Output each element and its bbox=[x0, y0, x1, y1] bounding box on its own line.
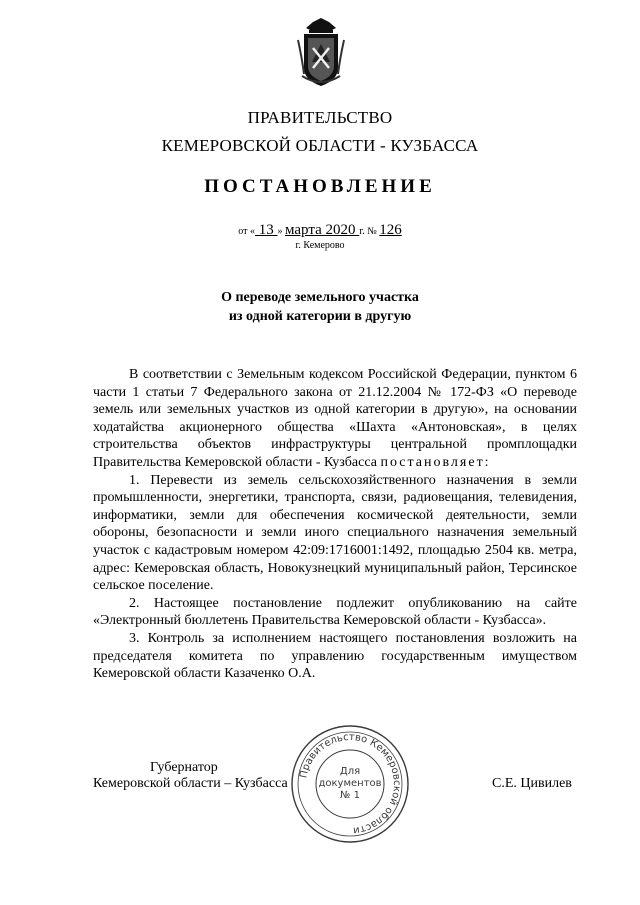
date-number-line bbox=[0, 222, 640, 239]
signer-position-line1: Губернатор bbox=[150, 760, 218, 775]
date-close-quote: » bbox=[277, 226, 285, 237]
year-abbrev: г. bbox=[359, 226, 368, 237]
signer-position-line2: Кемеровской области – Кузбасса bbox=[93, 776, 288, 791]
stamp-center-line2: документов bbox=[318, 778, 382, 789]
title-line1: О переводе земельного участка bbox=[221, 290, 419, 305]
clause-3: 3. Контроль за исполнением настоящего постановления возложить на председателя комитета по управлению государственным имуществом Кемеровской области Казаченко О.А. bbox=[93, 630, 577, 682]
title-line2: из одной категории в другую bbox=[228, 309, 412, 324]
document-number: 126 bbox=[379, 222, 402, 238]
government-name-line2: КЕМЕРОВСКОЙ ОБЛАСТИ - КУЗБАССА bbox=[161, 136, 479, 155]
government-name-line1: ПРАВИТЕЛЬСТВО bbox=[247, 108, 393, 127]
date-prefix: от « bbox=[238, 226, 255, 237]
stamp-center-line3: № 1 bbox=[340, 790, 360, 801]
document-title bbox=[0, 288, 640, 326]
signer-name: С.Е. Цивилев bbox=[492, 776, 572, 791]
clause-1: 1. Перевести из земель сельскохозяйственного назначения в земли промышленности, энергетики, транспорта, связи, радиовещания, телевидения, информатики, земли для обеспечения космической деятельности, земли обороны, безопасности и земли иного специального назначения земельный участок с кадастровым номером 42:09:1716001:1492, площадью 2504 кв. метра, адрес: Кемеровская область, Новокузнецкий муниципальный район, Терсинское сельское поселение. bbox=[93, 472, 577, 594]
number-sign: № bbox=[367, 226, 380, 237]
date-day: 13 bbox=[254, 222, 278, 238]
preamble-paragraph bbox=[93, 366, 577, 472]
date-month-year: марта 2020 bbox=[284, 222, 360, 238]
decree-word: постановляет: bbox=[380, 454, 491, 470]
stamp-center-line1: Для bbox=[339, 766, 361, 777]
preamble-text: В соответствии с Земельным кодексом Российской Федерации, пунктом 6 части 1 статьи 7 Федерального закона от 21.12.2004 № 172-ФЗ «О переводе земель или земельных участков из одной категории в другую», на основании ходатайства акционерного общества «Шахта «Антоновская», в целях строительства объектов инфраструктуры центральной промплощадки Правительства Кемеровской области - Кузбасса bbox=[93, 367, 577, 470]
official-stamp bbox=[288, 722, 412, 846]
city-name: г. Кемерово bbox=[295, 240, 345, 251]
coat-of-arms-emblem bbox=[296, 18, 346, 88]
stamp-ring-text: Правительство Кемеровской области bbox=[298, 731, 403, 836]
document-type: ПОСТАНОВЛЕНИЕ bbox=[204, 176, 436, 197]
document-body bbox=[93, 366, 577, 683]
clause-2: 2. Настоящее постановление подлежит опубликованию на сайте «Электронный бюллетень Правительства Кемеровской области - Кузбасса». bbox=[93, 595, 577, 629]
